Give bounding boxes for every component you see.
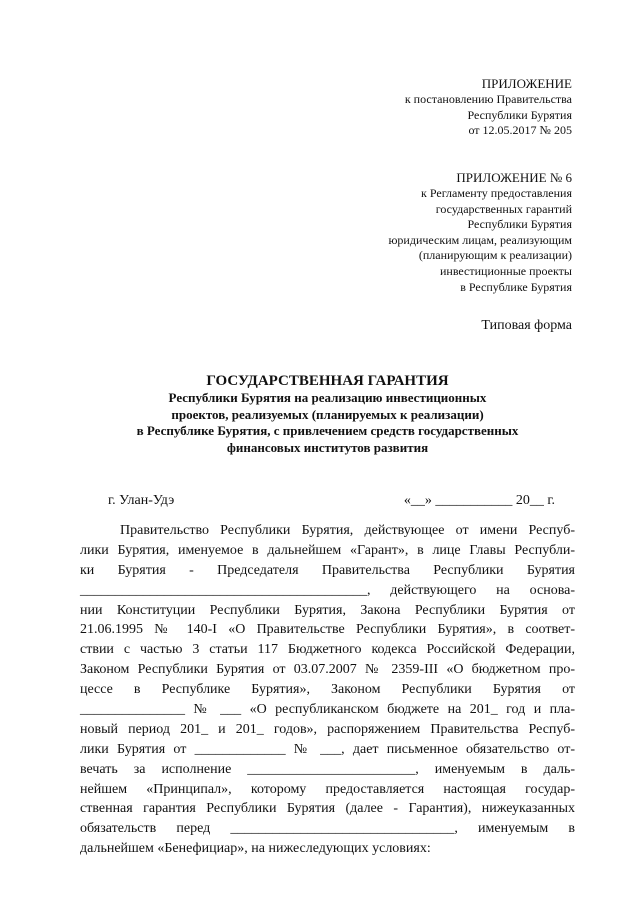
title-line: в Республике Бурятия, с привлечением средств государственных (136, 423, 519, 438)
appendix-1-heading: ПРИЛОЖЕНИЕ (481, 76, 572, 91)
body-line: 21.06.1995 № 140-I «О Правительстве Республики Бурятия», в соответ- (80, 622, 575, 638)
appendix-6-line: (планирующим к реализации) (418, 248, 572, 263)
appendix-6-block (388, 170, 572, 295)
body-line: дальнейшем «Бенефициар», на нижеследующих условиях: (80, 841, 431, 857)
title-line: Республики Бурятия на реализацию инвестиционных (168, 390, 487, 405)
body-line: ственная гарантия Республики Бурятия (далее - Гарантия), нижеуказанных (80, 801, 575, 817)
appendix-1-line: к постановлению Правительства (404, 92, 572, 106)
body-line: вечать за исполнение ________________________, именуемым в даль- (80, 761, 575, 777)
appendix-6-heading: ПРИЛОЖЕНИЕ № 6 (456, 170, 572, 185)
body-line: Правительство Республики Бурятия, действующее от имени Респуб- (120, 523, 575, 538)
body-line: цессе в Республике Бурятия», Законом Республики Бурятия от (80, 682, 575, 698)
body-line: Законом Республики Бурятия от 03.07.2007 № 2359-III «О бюджетном про- (80, 662, 575, 678)
city-label: г. Улан-Удэ (108, 493, 175, 508)
appendix-1-line: от 12.05.2017 № 205 (468, 123, 572, 138)
document-title (80, 372, 575, 456)
title-line: финансовых институтов развития (226, 439, 429, 455)
title-line: проектов, реализуемых (планируемых к реализации) (171, 406, 484, 422)
form-type-label: Типовая форма (481, 318, 572, 333)
body-line: обязательств перед ________________________________, именуемым в (80, 821, 575, 837)
appendix-6-line: Республики Бурятия (467, 217, 572, 232)
body-line: нии Конституции Республики Бурятия, Закона Республики Бурятия от (80, 602, 575, 618)
appendix-1-block (405, 76, 572, 139)
appendix-6-line: юридическим лицам, реализующим (388, 232, 572, 247)
appendix-6-line: государственных гарантий (435, 201, 572, 216)
title-main: ГОСУДАРСТВЕННАЯ ГАРАНТИЯ (206, 373, 449, 389)
appendix-6-line: к Регламенту предоставления (421, 186, 572, 200)
body-paragraph (80, 521, 575, 859)
date-field: «__» ___________ 20__ г. (403, 493, 555, 508)
body-line: лики Бурятия от _____________ № ___, дает письменное обязательство от- (80, 741, 575, 757)
body-line: _________________________________________, действующего на основа- (80, 582, 575, 598)
body-line: _______________ № ___ «О республиканском бюджете на 201_ год и пла- (80, 702, 575, 718)
body-line: нейшем «Принципал», которому предоставляется настоящая государ- (80, 781, 575, 797)
appendix-6-line: в Республике Бурятия (460, 279, 572, 294)
body-line: ствии с частью 3 статьи 117 Бюджетного кодекса Российской Федерации, (80, 642, 575, 658)
appendix-6-line: инвестиционные проекты (439, 263, 572, 278)
body-line: лики Бурятия, именуемое в дальнейшем «Гарант», в лице Главы Республи- (80, 542, 575, 558)
body-line: новый период 201_ и 201_ годов», распоряжением Правительства Респуб- (80, 721, 575, 737)
appendix-1-line: Республики Бурятия (467, 107, 572, 122)
body-line: ки Бурятия - Председателя Правительства Республики Бурятия (80, 562, 575, 578)
